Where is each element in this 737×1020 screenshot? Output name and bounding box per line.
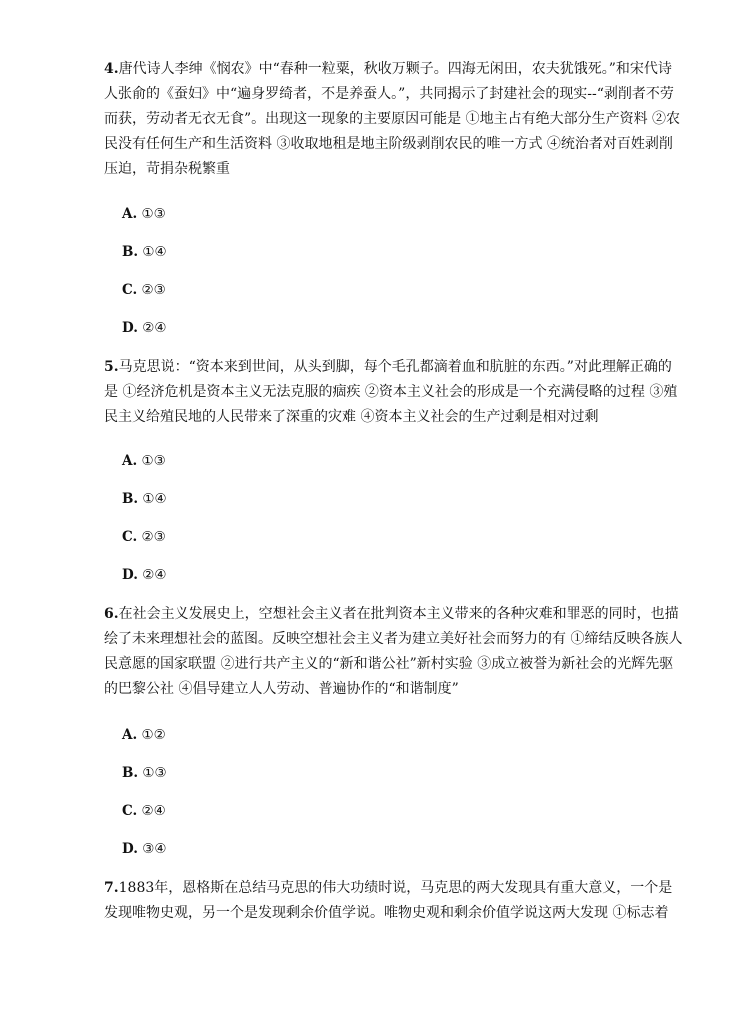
question-text: 唐代诗人李绅《悯农》中“春种一粒粟，秋收万颗子。四海无闲田，农夫犹饿死。”和宋代诗人张俞的《蚕妇》中“遍身罗绮者，不是养蚕人。”，共同揭示了封建社会的现实--“剥削者不劳而获，劳动者无衣无食”。出现这一现象的主要原因可能是 ①地主占有绝大部分生产资料 ②农民没有任何生产和生活资料 ③收取地租是地主阶级剥削农民的唯一方式 ④统治者对百姓剥削压迫，苛捐杂税繁重 xyxy=(104,61,681,177)
question-text: 在社会主义发展史上，空想社会主义者在批判资本主义带来的各种灾难和罪恶的同时，也描绘了未来理想社会的蓝图。反映空想社会主义者为建立美好社会而努力的有 ①缔结反映各族人民意愿的国家联盟 ②进行共产主义的“新和谐公社”新村实验 ③成立被誉为新社会的光辉先驱的巴黎公社 ④倡导建立人人劳动、普遍协作的“和谐制度” xyxy=(104,606,683,697)
question-4 xyxy=(104,57,684,182)
question-number: 5. xyxy=(104,359,119,375)
option-text: ①③ xyxy=(141,453,166,469)
question-7 xyxy=(104,876,684,926)
option-d[interactable] xyxy=(122,566,166,584)
option-text: ②④ xyxy=(141,803,166,819)
question-stem xyxy=(104,57,684,182)
question-5 xyxy=(104,355,684,430)
option-b[interactable] xyxy=(122,764,167,782)
question-stem xyxy=(104,876,684,926)
option-c[interactable] xyxy=(122,281,166,299)
option-d[interactable] xyxy=(122,319,166,337)
option-a[interactable] xyxy=(122,205,166,223)
question-text: 1883年，恩格斯在总结马克思的伟大功绩时说，马克思的两大发现具有重大意义，一个是发现唯物史观，另一个是发现剩余价值学说。唯物史观和剩余价值学说这两大发现 ①标志着 xyxy=(104,880,673,921)
option-letter: A. xyxy=(122,453,138,469)
option-text: ①④ xyxy=(142,244,167,260)
option-letter: D. xyxy=(122,567,138,583)
option-a[interactable] xyxy=(122,726,166,744)
option-letter: A. xyxy=(122,206,138,222)
option-letter: B. xyxy=(122,491,139,507)
option-text: ③④ xyxy=(142,841,167,857)
option-letter: D. xyxy=(122,320,138,336)
option-letter: C. xyxy=(122,529,138,545)
option-b[interactable] xyxy=(122,243,167,261)
option-text: ①④ xyxy=(142,491,167,507)
option-text: ①② xyxy=(141,727,166,743)
question-stem xyxy=(104,602,684,702)
question-stem xyxy=(104,355,684,430)
question-number: 4. xyxy=(104,61,119,77)
option-c[interactable] xyxy=(122,528,166,546)
question-number: 7. xyxy=(104,880,119,896)
question-6 xyxy=(104,602,684,702)
option-text: ②③ xyxy=(141,282,166,298)
option-letter: C. xyxy=(122,282,138,298)
option-b[interactable] xyxy=(122,490,167,508)
option-c[interactable] xyxy=(122,802,166,820)
option-text: ②③ xyxy=(141,529,166,545)
option-text: ①③ xyxy=(142,765,167,781)
option-d[interactable] xyxy=(122,840,166,858)
option-a[interactable] xyxy=(122,452,166,470)
option-text: ②④ xyxy=(142,320,167,336)
option-letter: B. xyxy=(122,765,139,781)
question-text: 马克思说：“资本来到世间，从头到脚，每个毛孔都滴着血和肮脏的东西。”对此理解正确的是 ①经济危机是资本主义无法克服的痼疾 ②资本主义社会的形成是一个充满侵略的过程 ③殖民主义给殖民地的人民带来了深重的灾难 ④资本主义社会的生产过剩是相对过剩 xyxy=(104,359,678,425)
option-letter: D. xyxy=(122,841,138,857)
option-text: ①③ xyxy=(141,206,166,222)
option-letter: B. xyxy=(122,244,139,260)
option-text: ②④ xyxy=(142,567,167,583)
question-number: 6. xyxy=(104,606,119,622)
option-letter: C. xyxy=(122,803,138,819)
option-letter: A. xyxy=(122,727,138,743)
